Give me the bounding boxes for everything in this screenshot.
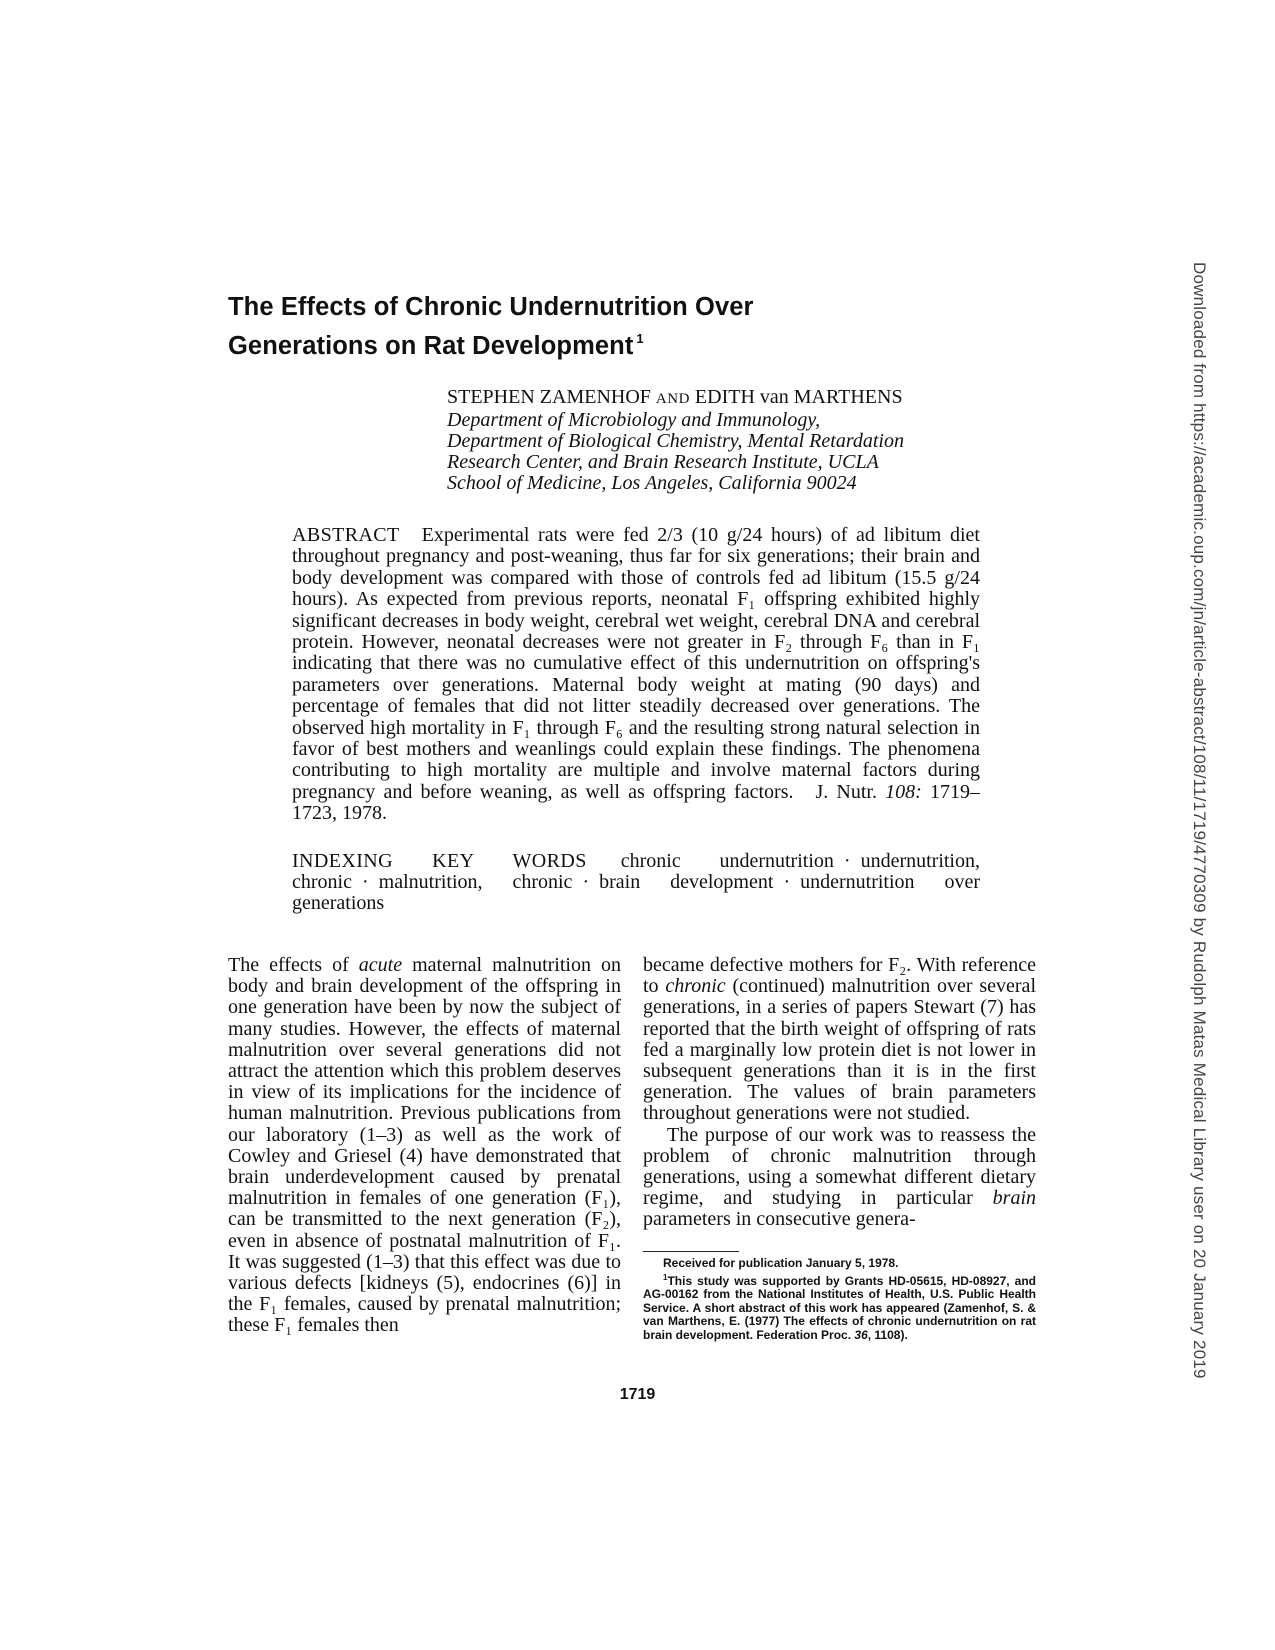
body-paragraph: [643, 1125, 1036, 1231]
emphasis-brain: brain: [992, 1187, 1036, 1210]
footnotes: [643, 1257, 1036, 1343]
body-column-right: [643, 955, 1036, 1231]
body-paragraph: [228, 955, 621, 1337]
abstract-label: ABSTRACT: [292, 524, 400, 546]
body-text: The purpose of our work was to reassess the problem of chronic malnutrition through generations, using a somewhat different dietary regime, and studying in particular: [643, 1123, 1036, 1210]
keyword: undernutrition, chronic: [292, 850, 980, 893]
body-text: maternal malnutrition on body and brain development of the offspring in one generation have been by now the subject of many studies. However, the effects of maternal malnutrition over several generations did not attract the attention which this problem deserves in view of its implications for the incidence of human malnutrition. Previous publications from our laboratory (1–3) as well as the work of Cowley and Griesel (4) have demonstrated that brain underdevelopment caused by prenatal malnutrition in females of one generation (F₁), can be transmitted to the next generation (F₂), even in absence of postnatal malnutrition of F₁. It was suggested (1–3) that this effect was due to various defects [kidneys (5), endocrines (6)] in the F₁ females, caused by prenatal malnutrition; these F₁ females then: [228, 954, 621, 1337]
article-title: [228, 292, 928, 362]
keyword: malnutrition, chronic: [378, 871, 573, 893]
citation-pages: 1719–1723, 1978.: [292, 780, 981, 825]
body-text: parameters in consecutive genera-: [643, 1208, 916, 1231]
bullet-separator: ·: [361, 871, 369, 893]
bullet-separator: ·: [582, 871, 590, 893]
keyword: undernutrition over generations: [292, 871, 980, 914]
page-number: 1719: [619, 1386, 656, 1403]
author-line: [447, 386, 1007, 410]
affiliation-block: [447, 410, 1007, 494]
affiliation-line: Department of Microbiology and Immunology,: [447, 409, 821, 431]
footnote-divider: [643, 1251, 739, 1252]
citation-journal: J. Nutr.: [815, 780, 877, 803]
body-text: (continued) malnutrition over several generations, in a series of papers Stewart (7) has reported that the birth weight of offspring of rats fed a marginally low protein diet is not lower in subsequent generations than it is in the first generation. The values of brain parameters throughout generations were not studied.: [643, 975, 1036, 1125]
author-first: STEPHEN ZAMENHOF: [447, 386, 651, 408]
citation-volume: 108:: [885, 780, 922, 803]
affiliation-line: School of Medicine, Los Angeles, California 90024: [447, 472, 857, 494]
body-text: The effects of: [228, 954, 359, 976]
body-text: became defective mothers for F₂. With reference to: [643, 954, 1036, 998]
title-line-2: Generations on Rat Development: [228, 332, 634, 360]
emphasis-acute: acute: [358, 954, 403, 976]
indexing-key-words: [292, 851, 980, 914]
title-line-1: The Effects of Chronic Undernutrition Over: [228, 293, 754, 321]
keyword: brain development: [599, 871, 774, 893]
emphasis-chronic: chronic: [665, 975, 726, 998]
bullet-separator: ·: [783, 871, 791, 893]
bullet-separator: ·: [843, 850, 851, 872]
abstract-text: Experimental rats were fed 2/3 (10 g/24 hours) of ad libitum diet throughout pregnancy and post-weaning, thus far for six generations; their brain and body development was compared with those of controls fed ad libitum (15.5 g/24 hours). As expected from previous reports, neonatal F₁ offspring exhibited highly significant decreases in body weight, cerebral wet weight, cerebral DNA and cerebral protein. However, neonatal decreases were not greater in F₂ through F₆ than in F₁ indicating that there was no cumulative effect of this undernutrition on offspring's parameters over generations. Maternal body weight at mating (90 days) and percentage of females that did not litter steadily decreased over generations. The observed high mortality in F₁ through F₆ and the resulting strong natural selection in favor of best mothers and weanlings could explain these findings. The phenomena contributing to high mortality are multiple and involve maternal factors during pregnancy and before weaning, as well as offspring factors.: [292, 524, 980, 803]
author-second: EDITH van MARTHENS: [694, 386, 903, 408]
footnote-text: , 1108).: [867, 1327, 908, 1342]
affiliation-line: Research Center, and Brain Research Institute, UCLA: [447, 451, 879, 473]
download-watermark: Downloaded from https://academic.oup.com/jn/article-abstract/108/11/1719/4770309 by Rudolph Matas Medical Library user on 20 January 2019: [1190, 262, 1209, 1379]
footnote-mark: 1: [663, 1272, 668, 1282]
author-connector: AND: [655, 391, 690, 407]
title-footnote-mark[interactable]: 1: [636, 331, 644, 346]
keywords-label: INDEXING KEY WORDS: [292, 850, 587, 872]
footnote-volume: 36: [854, 1327, 868, 1342]
footnote-text: This study was supported by Grants HD-05615, HD-08927, and AG-00162 from the National Institutes of Health, U.S. Public Health Service. A short abstract of this work has appeared (Zamenhof, S. & van Marthens, E. (1977) The effects of chronic undernutrition on rat brain development. Federation Proc.: [643, 1273, 1036, 1342]
body-column-left: [228, 955, 621, 1337]
keyword: chronic undernutrition: [620, 850, 834, 872]
footnote-received: Received for publication January 5, 1978.: [663, 1256, 899, 1270]
affiliation-line: Department of Biological Chemistry, Mental Retardation: [447, 430, 904, 452]
abstract: [292, 525, 980, 825]
body-paragraph: [643, 955, 1036, 1125]
footnote-1: [643, 1271, 1036, 1343]
